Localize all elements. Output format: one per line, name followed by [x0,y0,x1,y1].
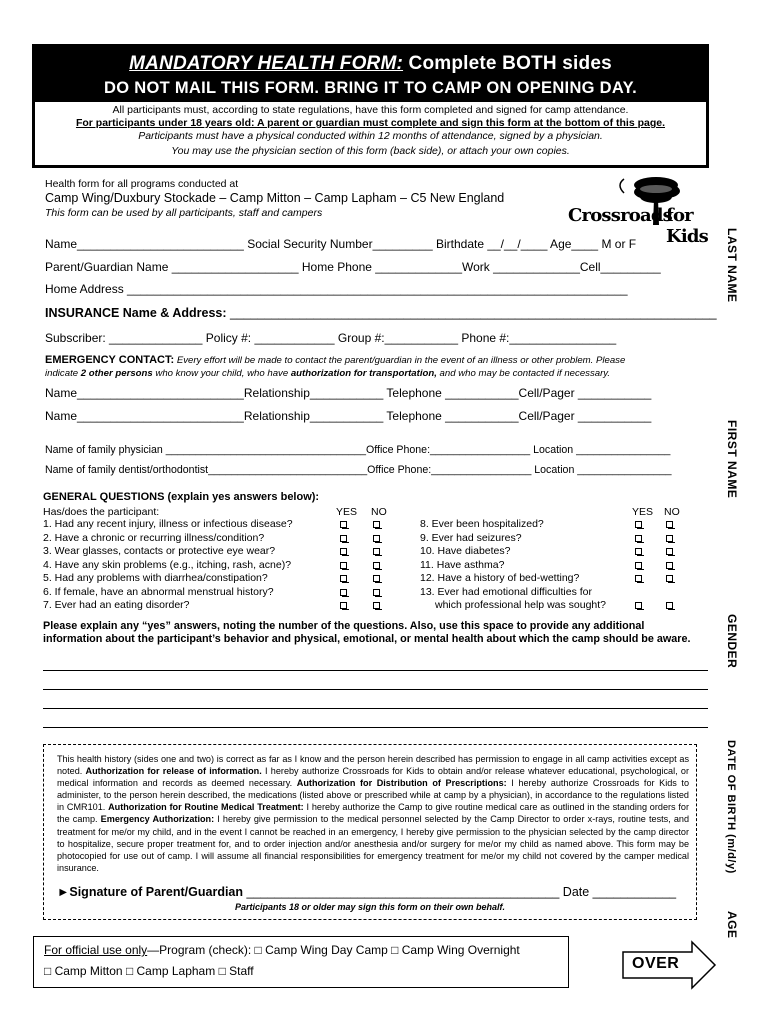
checkbox-yes[interactable] [340,575,347,582]
checkbox-yes[interactable] [635,521,642,528]
checkbox-yes[interactable] [635,535,642,542]
checkbox-yes[interactable] [340,562,347,569]
signature-label: Signature of Parent/Guardian [69,885,244,899]
emergency-text-b4: authorization for transportation, [290,368,437,379]
header-line-2: For participants under 18 years old: A parent or guardian must complete and sign this form at the bottom of this page. [75,117,666,129]
form-subtitle: DO NOT MAIL THIS FORM. BRING IT TO CAMP ON OPENING DAY. [104,79,637,97]
header-banner [35,47,706,102]
checkbox-yes[interactable] [340,602,347,609]
auth-b2: Authorization for Distribution of Prescriptions: [296,778,507,789]
checkbox-yes[interactable] [340,521,347,528]
question-item: 1. Had any recent injury, illness or infectious disease? [43,518,293,530]
checkbox-no[interactable] [373,602,380,609]
side-label-last-name: LAST NAME [725,228,739,303]
header-line-1: All participants must, according to state regulations, have this form completed and signed for camp attendance. [112,104,629,116]
question-item: 10. Have diabetes? [420,545,511,557]
no-header-right: NO [664,506,680,518]
auth-p4: I hereby authorize the Camp to give routine medical care as outlined in the standing orders for the camp. [57,802,689,825]
checkbox-yes[interactable] [340,548,347,555]
title-rest: Complete BOTH sides [403,53,612,74]
side-label-first-name: FIRST NAME [725,420,739,499]
official-label: For official use only [44,943,148,957]
explain-line-3[interactable] [43,708,708,709]
question-item: 9. Ever had seizures? [420,531,522,544]
question-item: 4. Have any skin problems (e.g., itching, rash, acne)? [43,558,292,571]
checkbox-no[interactable] [373,575,380,582]
emergency-text [45,354,705,380]
official-line-2[interactable]: □ Camp Mitton □ Camp Lapham □ Staff [44,964,254,978]
question-item: 2. Have a chronic or recurring illness/condition? [43,531,265,544]
emergency-row-1[interactable]: Name_________________________Relationship___________ Telephone ___________Cell/Pager ___________ [45,386,652,400]
official-line-1 [44,943,520,957]
emergency-text-b3: who know your child, who have [152,368,291,379]
question-item: 3. Wear glasses, contacts or protective eye wear? [43,545,276,557]
insurance-row[interactable] [45,306,717,320]
explain-line-1[interactable] [43,670,708,671]
auth-b4: Emergency Authorization: [100,814,215,825]
programs-note: This form can be used by all participants, staff and campers [45,207,323,219]
title-italic: MANDATORY HEALTH FORM: [129,53,404,74]
checkbox-yes[interactable] [635,548,642,555]
auth-p3: I hereby authorize Crossroads for Kids to administer, to the person herein described, the medications (listed above or prescribed while at camp by a physician), in accordance to the regulations listed in CMR101. [57,778,690,813]
checkbox-no[interactable] [666,535,673,542]
checkbox-no[interactable] [373,548,380,555]
crossroads-logo [568,175,716,247]
question-item: 8. Ever been hospitalized? [420,518,544,530]
dentist-row[interactable]: Name of family dentist/orthodontist___________________________Office Phone:_________________ Location ________________ [45,464,672,476]
auth-b1: Authorization for release of information. [85,766,262,777]
question-item: 6. If female, have an abnormal menstrual history? [43,585,274,598]
emergency-text-b1: indicate [45,368,81,379]
explain-line-4[interactable] [43,727,708,728]
logo-text-left: Crossroads [568,205,672,226]
emergency-text-b5: and who may be contacted if necessary. [436,368,611,379]
checkbox-no[interactable] [666,548,673,555]
explain-text: Please explain any “yes” answers, noting the number of the questions. Also, use this space to provide any additional information about the participant’s behavior and physical, emotional, or mental health about which the camp should be aware. [43,620,691,645]
form-title [35,53,706,75]
checkbox-yes[interactable] [635,602,642,609]
yes-header-left: YES [336,506,358,518]
question-item: 13. Ever had emotional difficulties for [420,585,592,598]
checkbox-no[interactable] [666,575,673,582]
authorization-text [57,753,689,874]
checkbox-no[interactable] [373,521,380,528]
auth-p2: I hereby authorize Crossroads for Kids to obtain and/or release whatever educational, psychological, or medical information and records as deemed necessary. [57,766,690,789]
checkbox-yes[interactable] [635,575,642,582]
checkbox-no[interactable] [373,535,380,542]
checkbox-yes[interactable] [340,589,347,596]
insurance-line: ______________________________________________________________________ [226,306,717,320]
official-programs[interactable]: —Program (check): □ Camp Wing Day Camp □ Camp Wing Overnight [147,943,520,957]
physician-row[interactable]: Name of family physician __________________________________Office Phone:_________________ Location ________________ [45,444,671,456]
programs-intro: Health form for all programs conducted at [45,178,239,190]
home-address-row[interactable]: Home Address ___________________________________________________________________________ [45,282,628,296]
explain-line-2[interactable] [43,689,708,690]
questions-heading: GENERAL QUESTIONS (explain yes answers below): [43,491,320,503]
over-label: OVER [632,955,680,972]
subscriber-row[interactable]: Subscriber: ______________ Policy #: ____________ Group #:___________ Phone #:________________ [45,331,617,345]
auth-p1: This health history (sides one and two) is correct as far as I know and the person herein described has permission to engage in all camp activities except as noted. [57,754,689,777]
question-item: which professional help was sought? [435,599,607,611]
parent-row[interactable]: Parent/Guardian Name ___________________ Home Phone _____________Work _____________Cell_________ [45,260,661,274]
logo-text-right: for Kids [666,205,709,247]
auth-b3: Authorization for Routine Medical Treatment: [108,802,304,813]
authorization-box [43,744,697,920]
no-header-left: NO [371,506,387,518]
yes-header-right: YES [632,506,654,518]
header-box [32,44,709,168]
question-item: 5. Had any problems with diarrhea/constipation? [43,572,268,584]
official-use-box [33,936,569,988]
arrow-right-icon: ► [57,885,70,899]
checkbox-no[interactable] [373,589,380,596]
question-item: 11. Have asthma? [420,558,505,571]
checkbox-yes[interactable] [635,562,642,569]
auth-p5: I hereby give permission to the medical personnel selected by the Camp Director to order x-rays, routine tests, and treatment for me/or my child, and in the event I cannot be reached in an emergency, I hereby give permission to the physician selected by the camp director to hospitalize, secure proper treatment for, and to order injection and/or anesthesia and/or surgery for me/or my child as named above. This form may be photocopied for use out of camp. I will assume all financial responsibilities for emergency treatment for me/or my child not covered by the camper medical insurance. [57,814,690,873]
emergency-label: EMERGENCY CONTACT: [45,354,175,366]
signature-note: Participants 18 or older may sign this form on their own behalf. [234,902,506,912]
side-label-age: AGE [725,911,739,939]
signature-row[interactable] [57,885,676,899]
checkbox-no[interactable] [666,521,673,528]
header-line-3: Participants must have a physical conducted within 12 months of attendance, signed by a physician. [138,130,603,142]
questions-hasdoes: Has/does the participant: [43,506,160,518]
insurance-label: INSURANCE Name & Address: [45,306,227,320]
signature-line: _____________________________________________ Date ____________ [243,885,677,899]
header-line-4: You may use the physician section of this form (back side), or attach your own copies. [171,145,570,157]
emergency-row-2[interactable]: Name_________________________Relationship___________ Telephone ___________Cell/Pager ___________ [45,409,652,423]
question-item: 7. Ever had an eating disorder? [43,599,190,611]
question-item: 12. Have a history of bed-wetting? [420,572,580,584]
emergency-text-b2: 2 other persons [80,368,153,379]
checkbox-no[interactable] [666,562,673,569]
emergency-text-a: Every effort will be made to contact the parent/guardian in the event of an illness or other problem. Please [174,355,626,366]
side-label-gender: GENDER [725,614,739,669]
name-row[interactable]: Name_________________________ Social Security Number_________ Birthdate __/__/____ Age____ M or F [45,237,637,251]
checkbox-no[interactable] [666,602,673,609]
side-label-dob: DATE OF BIRTH (m/d/y) [725,740,737,874]
checkbox-yes[interactable] [340,535,347,542]
checkbox-no[interactable] [373,562,380,569]
over-arrow [622,940,717,990]
programs-list: Camp Wing/Duxbury Stockade – Camp Mitton – Camp Lapham – C5 New England [45,191,505,205]
